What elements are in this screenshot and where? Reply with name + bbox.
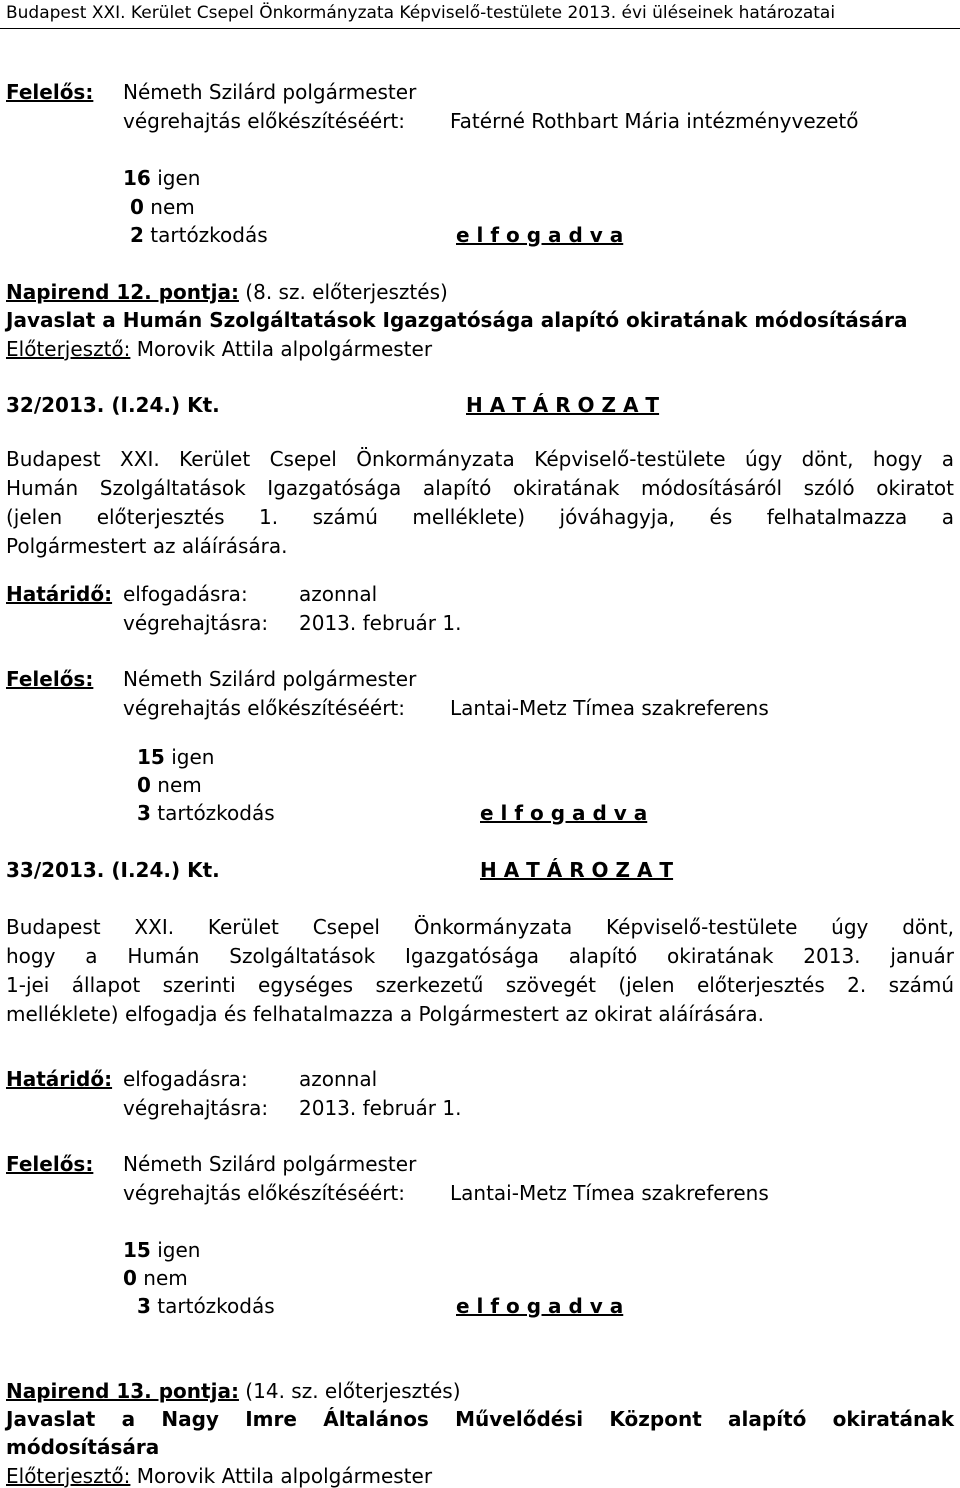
vote-yes-label: igen <box>150 166 201 190</box>
resolution-33-number: 33/2013. (I.24.) Kt. <box>6 858 220 882</box>
vote-yes-label: igen <box>150 1238 201 1262</box>
felelos-label: Felelős: <box>6 667 94 691</box>
vote-yes-count: 16 <box>123 166 151 190</box>
vote-yes-count: 15 <box>123 1238 151 1262</box>
resolution-32-text <box>6 445 954 561</box>
felelos-name: Németh Szilárd polgármester <box>123 80 417 104</box>
header-title: Budapest XXI. Kerület Csepel Önkormányzata Képviselő-testülete 2013. évi üléseinek határozatai <box>6 3 836 23</box>
felelos-name: Németh Szilárd polgármester <box>123 667 417 691</box>
deadline-label: Határidő: <box>6 582 113 606</box>
agenda-12-ref: (8. sz. előterjesztés) <box>238 280 448 304</box>
felelos-label: Felelős: <box>6 1152 94 1176</box>
agenda-12-title: Javaslat a Humán Szolgáltatások Igazgatósága alapító okiratának módosítására <box>6 308 908 332</box>
presenter-label: Előterjesztő: <box>6 1464 131 1488</box>
prep-name: Lantai-Metz Tímea szakreferens <box>450 1181 769 1205</box>
vote-abstain-label: tartózkodás <box>150 801 275 825</box>
vote-no-count: 0 <box>137 773 151 797</box>
vote-abstain <box>137 1294 275 1318</box>
deadline-exec-value: 2013. február 1. <box>299 1096 462 1120</box>
prep-name: Lantai-Metz Tímea szakreferens <box>450 696 769 720</box>
result-accepted: e l f o g a d v a <box>456 1294 624 1318</box>
vote-abstain-count: 3 <box>137 1294 151 1318</box>
deadline-exec-value: 2013. február 1. <box>299 611 462 635</box>
deadline-accept-label: elfogadásra: <box>123 582 248 606</box>
prep-label: végrehajtás előkészítéséért: <box>123 109 406 133</box>
vote-no-label: nem <box>143 195 195 219</box>
agenda-13-presenter <box>6 1464 432 1488</box>
vote-no-label: nem <box>136 1266 188 1290</box>
vote-no <box>123 1266 188 1290</box>
resolution-32-number: 32/2013. (I.24.) Kt. <box>6 393 220 417</box>
agenda-13-title-line2: módosítására <box>6 1435 160 1459</box>
vote-no-count: 0 <box>130 195 144 219</box>
agenda-12-number: Napirend 12. pontja: <box>6 280 239 304</box>
vote-yes <box>137 745 214 769</box>
vote-yes <box>123 1238 200 1262</box>
result-accepted: e l f o g a d v a <box>456 223 624 247</box>
vote-yes-label: igen <box>164 745 215 769</box>
deadline-label: Határidő: <box>6 1067 113 1091</box>
vote-yes <box>123 166 200 190</box>
vote-abstain-count: 2 <box>130 223 144 247</box>
agenda-13-number: Napirend 13. pontja: <box>6 1379 239 1403</box>
felelos-label: Felelős: <box>6 80 94 104</box>
resolution-32-line: Humán Szolgáltatások Igazgatósága alapító okiratának módosításáról szóló okiratot <box>6 476 954 500</box>
resolution-33-heading: H A T Á R O Z A T <box>480 858 674 882</box>
presenter-label: Előterjesztő: <box>6 337 131 361</box>
resolution-33-line: Budapest XXI. Kerület Csepel Önkormányzata Képviselő-testülete úgy dönt, <box>6 915 954 939</box>
vote-abstain <box>130 223 268 247</box>
deadline-accept-value: azonnal <box>299 582 378 606</box>
resolution-33-line: hogy a Humán Szolgáltatások Igazgatósága alapító okiratának 2013. január <box>6 944 954 968</box>
prep-name: Fatérné Rothbart Mária intézményvezető <box>450 109 859 133</box>
presenter-name: Morovik Attila alpolgármester <box>130 1464 433 1488</box>
vote-abstain <box>137 801 275 825</box>
agenda-12-label <box>6 280 448 304</box>
prep-label: végrehajtás előkészítéséért: <box>123 1181 406 1205</box>
deadline-exec-label: végrehajtásra: <box>123 1096 269 1120</box>
vote-abstain-label: tartózkodás <box>143 223 268 247</box>
agenda-13-ref: (14. sz. előterjesztés) <box>238 1379 461 1403</box>
prep-label: végrehajtás előkészítéséért: <box>123 696 406 720</box>
resolution-32-line: Polgármestert az aláírására. <box>6 534 288 558</box>
resolution-32-line: Budapest XXI. Kerület Csepel Önkormányzata Képviselő-testülete úgy dönt, hogy a <box>6 447 954 471</box>
vote-no <box>137 773 202 797</box>
resolution-32-line: (jelen előterjesztés 1. számú melléklete) jóváhagyja, és felhatalmazza a <box>6 505 954 529</box>
deadline-accept-label: elfogadásra: <box>123 1067 248 1091</box>
felelos-name: Németh Szilárd polgármester <box>123 1152 417 1176</box>
deadline-exec-label: végrehajtásra: <box>123 611 269 635</box>
vote-no-count: 0 <box>123 1266 137 1290</box>
agenda-12-presenter <box>6 337 432 361</box>
deadline-accept-value: azonnal <box>299 1067 378 1091</box>
vote-yes-count: 15 <box>137 745 165 769</box>
resolution-33-text <box>6 913 954 1029</box>
vote-no <box>130 195 195 219</box>
agenda-13-title-line1: Javaslat a Nagy Imre Általános Művelődési Központ alapító okiratának <box>6 1407 954 1431</box>
vote-no-label: nem <box>150 773 202 797</box>
presenter-name: Morovik Attila alpolgármester <box>130 337 433 361</box>
resolution-33-line: 1-jei állapot szerinti egységes szerkezetű szövegét (jelen előterjesztés 2. számú <box>6 973 954 997</box>
agenda-13-label <box>6 1379 461 1403</box>
vote-abstain-count: 3 <box>137 801 151 825</box>
resolution-33-line: melléklete) elfogadja és felhatalmazza a Polgármestert az okirat aláírására. <box>6 1002 764 1026</box>
vote-abstain-label: tartózkodás <box>150 1294 275 1318</box>
result-accepted: e l f o g a d v a <box>480 801 648 825</box>
resolution-32-heading: H A T Á R O Z A T <box>466 393 660 417</box>
page-header <box>0 0 960 29</box>
